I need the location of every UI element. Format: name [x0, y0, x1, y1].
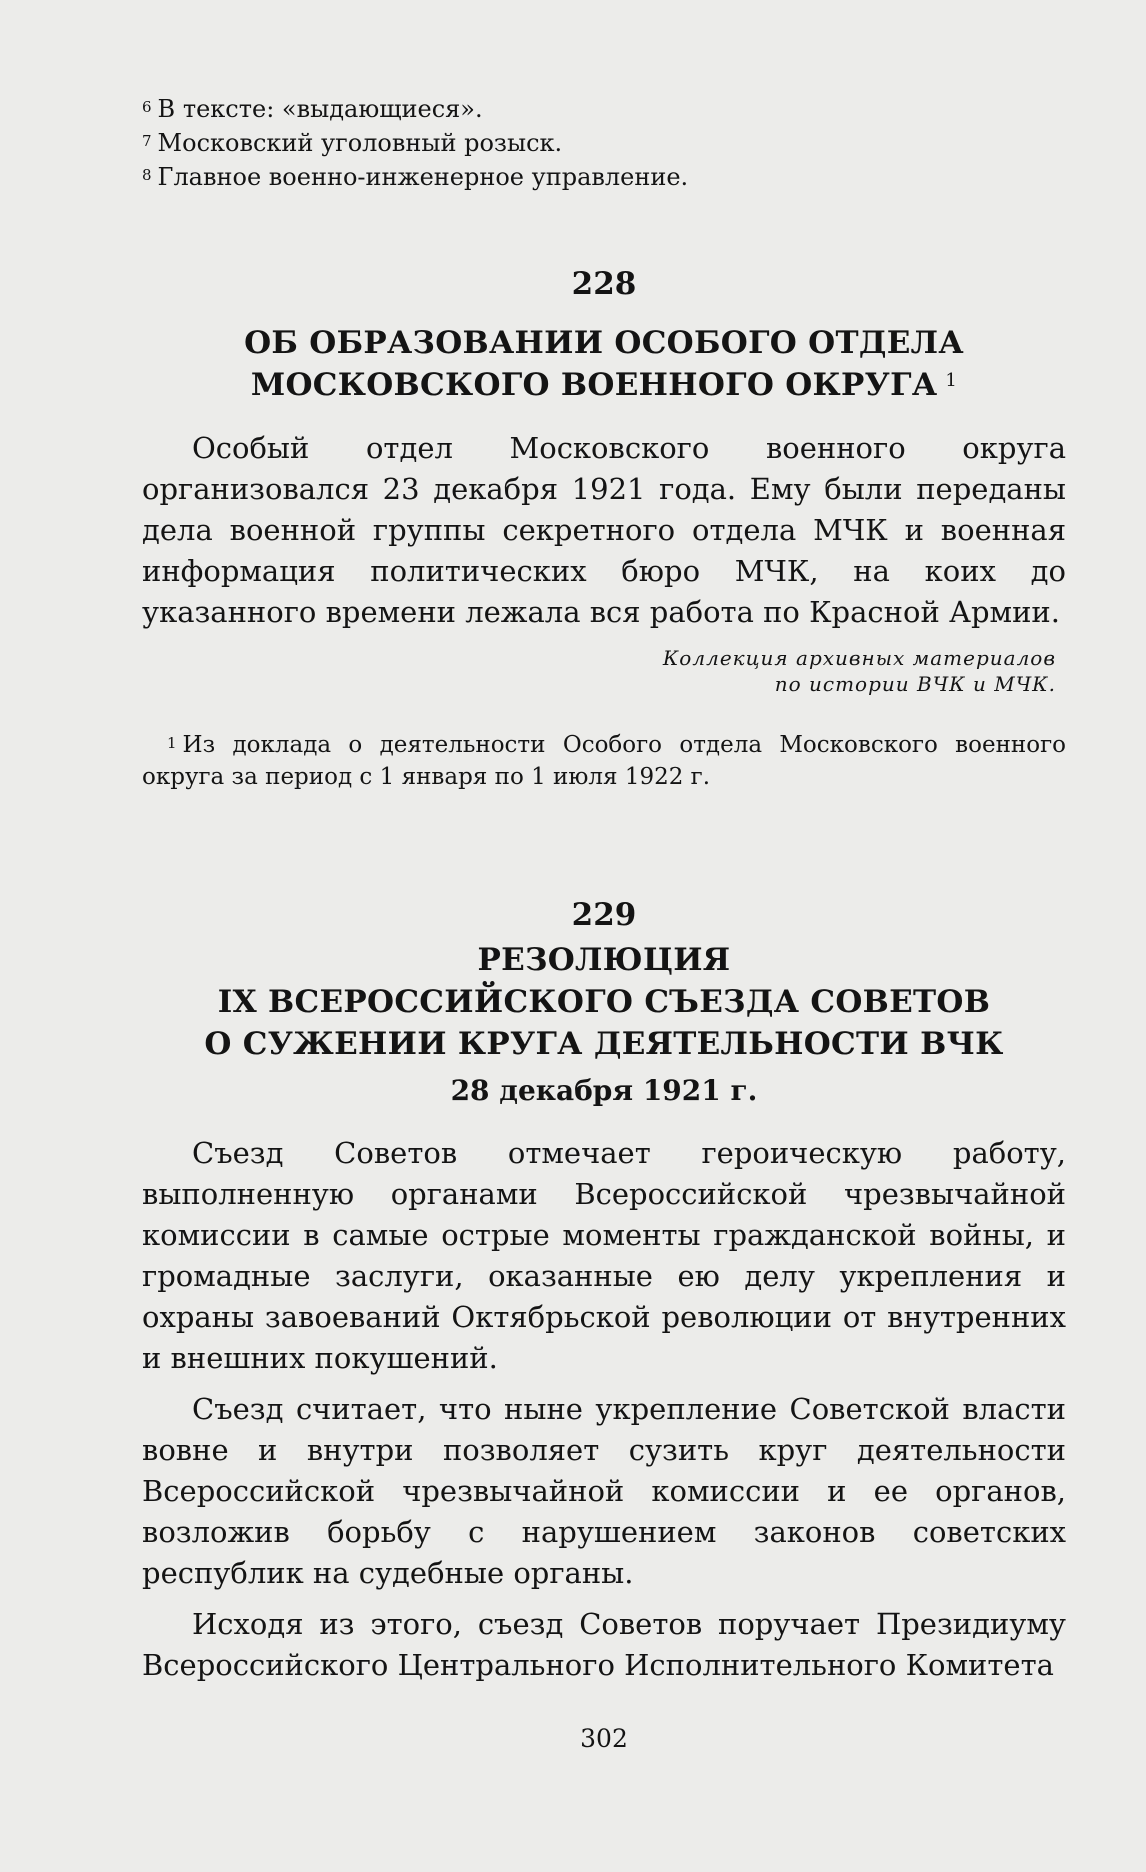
footnote-ref: 1 [945, 370, 958, 391]
document-paragraph-1: Съезд Советов отмечает героическую работу, выполненную органами Всероссийской чрезвычайной комиссии в самые острые моменты гражданской войны, и громадные заслуги, оказанные ею делу укрепления и охраны завоеваний Октябрьской революции от внутренних и внешних покушений. [142, 1136, 1066, 1375]
source-citation-line-2: по истории ВЧК и МЧК. [774, 672, 1056, 696]
document-paragraph: Особый отдел Московского военного округа организовался 23 декабря 1921 года. Ему были переданы дела военной группы секретного отдела МЧК и военная информация политических бюро МЧК, на коих до указанного времени лежала вся работа по Красной Армии. [142, 431, 1066, 629]
document-paragraph-3: Исходя из этого, съезд Советов поручает Президиуму Всероссийского Центрального Исполнительного Комитета [142, 1607, 1066, 1682]
document-title-line-2 [142, 364, 1066, 406]
document-paragraph-2: Съезд считает, что ныне укрепление Советской власти вовне и внутри позволяет сузить круг деятельности Всероссийской чрезвычайной комиссии и ее органов, возложив борьбу с нарушением законов советских республик на судебные органы. [142, 1392, 1066, 1590]
footnote-text: Московский уголовный розыск. [157, 129, 563, 157]
title-text: МОСКОВСКОГО ВОЕННОГО ОКРУГА [250, 367, 938, 403]
document-228 [142, 264, 1066, 793]
footnote-text: Из доклада о деятельности Особого отдела Московского военного округа за период с 1 января по 1 июля 1922 г. [142, 732, 1066, 790]
document-title-line-1: ОБ ОБРАЗОВАНИИ ОСОБОГО ОТДЕЛА [244, 325, 964, 361]
source-citation-line-1: Коллекция архивных материалов [662, 646, 1056, 670]
document-number: 229 [571, 897, 637, 933]
footnote-marker: 8 [142, 166, 152, 184]
footnote-marker: 1 [167, 734, 177, 752]
page-number: 302 [580, 1724, 628, 1753]
document-title-line-2: IX ВСЕРОССИЙСКОГО СЪЕЗДА СОВЕТОВ [217, 984, 991, 1020]
document-date: 28 декабря 1921 г. [450, 1074, 758, 1107]
footnote-1 [142, 729, 1066, 793]
document-title-line-3: О СУЖЕНИИ КРУГА ДЕЯТЕЛЬНОСТИ ВЧК [204, 1026, 1004, 1062]
footnote-marker: 6 [142, 98, 152, 116]
footnote-7 [142, 126, 1066, 160]
document-number: 228 [571, 266, 637, 302]
footnote-8 [142, 160, 1066, 194]
document-footnote [142, 729, 1066, 793]
document-title-line-1: РЕЗОЛЮЦИЯ [477, 942, 731, 978]
document-229 [142, 895, 1066, 1686]
top-footnotes [142, 92, 1066, 194]
footnote-marker: 7 [142, 132, 152, 150]
footnote-6 [142, 92, 1066, 126]
footnote-text: Главное военно-инженерное управление. [157, 163, 689, 191]
footnote-text: В тексте: «выдающиеся». [157, 95, 483, 123]
